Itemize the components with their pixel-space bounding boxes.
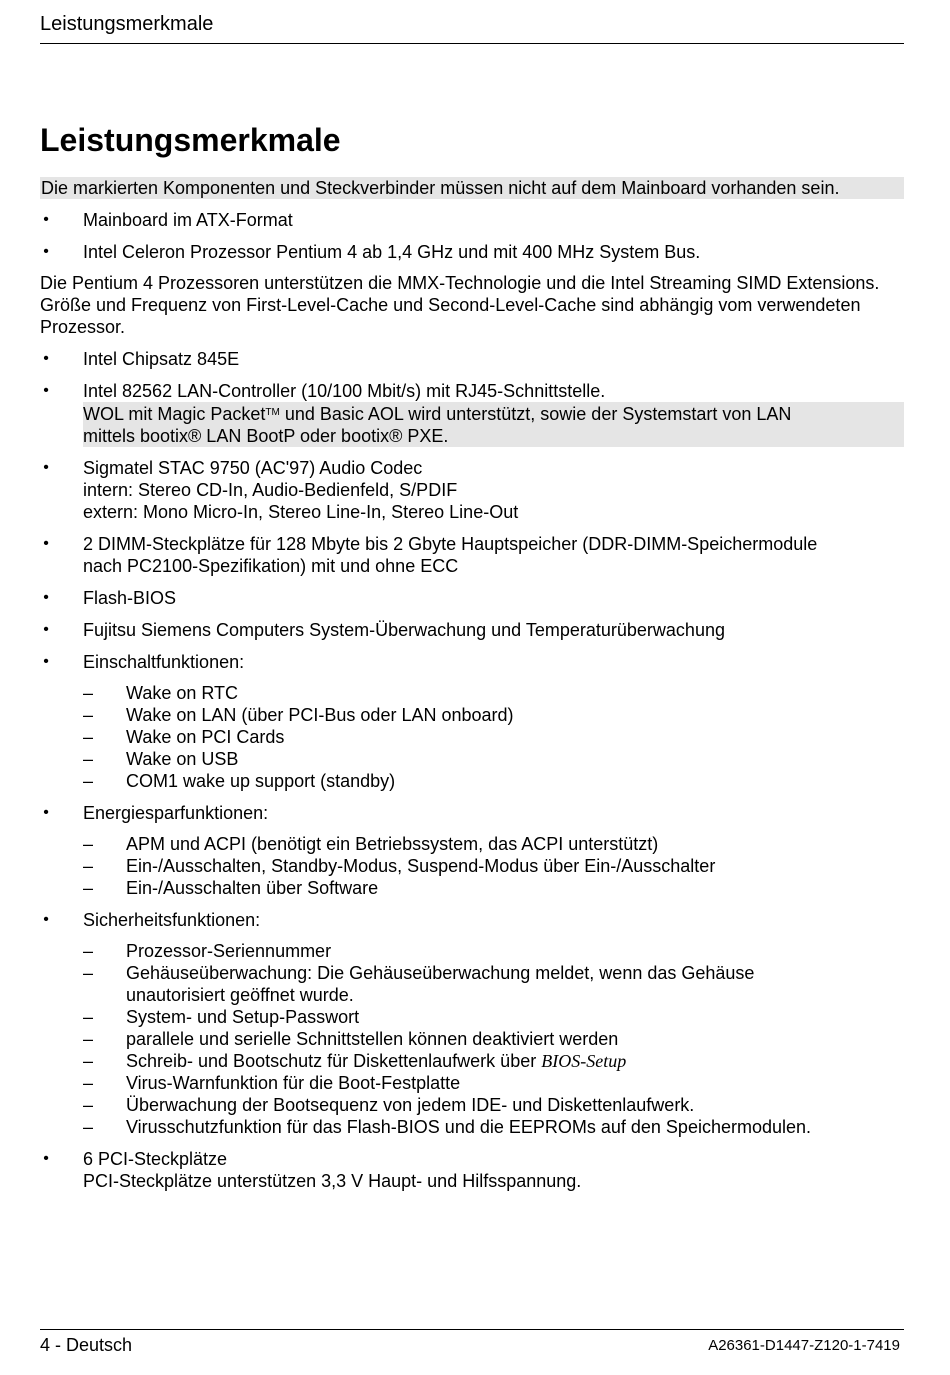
bullet-text: extern: Mono Micro-In, Stereo Line-In, Stereo Line-Out: [83, 502, 519, 522]
bullet-text: Einschaltfunktionen:: [83, 652, 245, 672]
processor-paragraph: Die Pentium 4 Prozessoren unterstützen die MMX-Technologie und die Intel Streaming SIMD Extensions. Größe und Frequenz von First-Level-Cache und Second-Level-Cache sind abhängig vom verwendeten Prozessor.: [40, 273, 880, 337]
wol-note: [83, 402, 904, 447]
dash-icon: –: [83, 683, 94, 703]
wol-text-pre: WOL mit Magic Packet: [83, 404, 266, 424]
energy-list: [40, 833, 904, 899]
bullet-icon: •: [43, 535, 49, 552]
bullet-icon: •: [43, 1150, 49, 1167]
list-item-text: Ein-/Ausschalten über Software: [126, 878, 379, 898]
dash-icon: –: [83, 705, 94, 725]
dash-icon: –: [83, 727, 94, 747]
dash-icon: –: [83, 1051, 94, 1071]
main-content: [40, 177, 904, 1192]
list-item: [83, 726, 904, 748]
list-item: [83, 1028, 904, 1050]
dash-icon: –: [83, 878, 94, 898]
list-item: [83, 748, 904, 770]
list-item-text: Wake on PCI Cards: [126, 727, 285, 747]
dash-icon: –: [83, 771, 94, 791]
list-item-text: APM und ACPI (benötigt ein Betriebssystem, das ACPI unterstützt): [126, 834, 659, 854]
page-title: Leistungsmerkmale: [40, 122, 341, 158]
list-item-text: Schreib- und Bootschutz für Diskettenlaufwerk über: [126, 1051, 542, 1071]
bullet-icon: •: [43, 211, 49, 228]
list-item: [83, 940, 904, 962]
bullet-text: Sigmatel STAC 9750 (AC'97) Audio Codec: [83, 458, 423, 478]
optional-components-note: Die markierten Komponenten und Steckverbinder müssen nicht auf dem Mainboard vorhanden sein.: [40, 177, 904, 199]
bullet-text: intern: Stereo CD-In, Audio-Bedienfeld, S/PDIF: [83, 480, 458, 500]
bios-setup-term: BIOS-Setup: [541, 1051, 627, 1071]
page-footer: [40, 1334, 904, 1358]
list-item-text: Gehäuseüberwachung: Die Gehäuseüberwachung meldet, wenn das Gehäuse: [126, 963, 755, 983]
trademark-mark: TM: [265, 407, 280, 418]
list-item-text: unautorisiert geöffnet wurde.: [126, 985, 354, 1005]
bullet-icon: •: [43, 621, 49, 638]
list-item: [83, 704, 904, 726]
document-page: [40, 0, 904, 1375]
bullet-item-energy: [40, 802, 904, 824]
bullet-icon: •: [43, 911, 49, 928]
bullet-text: PCI-Steckplätze unterstützen 3,3 V Haupt- und Hilfsspannung.: [83, 1171, 582, 1191]
dash-icon: –: [83, 856, 94, 876]
bullet-icon: •: [43, 243, 49, 260]
document-id: A26361-D1447-Z120-1-7419: [708, 1337, 900, 1354]
wol-text-post: und Basic AOL wird unterstützt, sowie der Systemstart von LAN: [279, 404, 792, 424]
bullet-icon: •: [43, 459, 49, 476]
power-on-list: [40, 682, 904, 792]
dash-icon: –: [83, 749, 94, 769]
bullet-item-security: [40, 909, 904, 931]
dash-icon: –: [83, 1073, 94, 1093]
bullet-text: Energiesparfunktionen:: [83, 803, 269, 823]
list-item-text: Wake on LAN (über PCI-Bus oder LAN onboard): [126, 705, 514, 725]
list-item: [83, 855, 904, 877]
header-rule: [40, 43, 904, 44]
list-item-text: Wake on USB: [126, 749, 239, 769]
bullet-text: Sicherheitsfunktionen:: [83, 910, 261, 930]
bullet-item-pci: [40, 1148, 904, 1192]
list-item: [83, 833, 904, 855]
bullet-item: [40, 348, 904, 370]
bullet-text: nach PC2100-Spezifikation) mit und ohne ECC: [83, 556, 459, 576]
footer-rule: [40, 1329, 904, 1330]
list-item-text: Prozessor-Seriennummer: [126, 941, 332, 961]
bullet-icon: •: [43, 382, 49, 399]
bullet-item: [40, 209, 904, 231]
dash-icon: –: [83, 963, 94, 983]
list-item-text: Wake on RTC: [126, 683, 239, 703]
list-item: [83, 682, 904, 704]
bullet-text: Intel 82562 LAN-Controller (10/100 Mbit/s) mit RJ45-Schnittstelle.: [83, 381, 606, 401]
dash-icon: –: [83, 1117, 94, 1137]
list-item-text: parallele und serielle Schnittstellen können deaktiviert werden: [126, 1029, 619, 1049]
bullet-icon: •: [43, 653, 49, 670]
list-item-text: Überwachung der Bootsequenz von jedem IDE- und Diskettenlaufwerk.: [126, 1095, 695, 1115]
bullet-icon: •: [43, 589, 49, 606]
bullet-text: Fujitsu Siemens Computers System-Überwachung und Temperaturüberwachung: [83, 620, 725, 640]
bullet-item-power-on: [40, 651, 904, 673]
security-list: [40, 940, 904, 1138]
running-header: Leistungsmerkmale: [40, 13, 214, 35]
page-number: 4 - Deutsch: [40, 1335, 133, 1355]
dash-icon: –: [83, 1029, 94, 1049]
bullet-text: Intel Chipsatz 845E: [83, 349, 240, 369]
bullet-text: 6 PCI-Steckplätze: [83, 1149, 228, 1169]
list-item: [83, 1094, 904, 1116]
list-item: [83, 877, 904, 899]
bullet-item-audio: [40, 457, 904, 523]
bullet-item: [40, 241, 904, 263]
bullet-icon: •: [43, 804, 49, 821]
list-item-text: Virus-Warnfunktion für die Boot-Festplatte: [126, 1073, 461, 1093]
bullet-text: Intel Celeron Prozessor Pentium 4 ab 1,4 GHz und mit 400 MHz System Bus.: [83, 242, 701, 262]
bullet-text: Flash-BIOS: [83, 588, 177, 608]
bullet-item-lan: [40, 380, 904, 447]
dash-icon: –: [83, 1007, 94, 1027]
list-item: [83, 770, 904, 792]
dash-icon: –: [83, 1095, 94, 1115]
bullet-icon: •: [43, 350, 49, 367]
list-item: [83, 1050, 904, 1072]
list-item-text: System- und Setup-Passwort: [126, 1007, 360, 1027]
list-item-text: Virusschutzfunktion für das Flash-BIOS und die EEPROMs auf den Speichermodulen.: [126, 1117, 812, 1137]
bullet-item: [40, 619, 904, 641]
list-item-text: Ein-/Ausschalten, Standby-Modus, Suspend-Modus über Ein-/Ausschalter: [126, 856, 716, 876]
dash-icon: –: [83, 834, 94, 854]
dash-icon: –: [83, 941, 94, 961]
list-item: [83, 1006, 904, 1028]
bullet-item-memory: [40, 533, 904, 577]
list-item: [83, 1116, 904, 1138]
wol-text-line2: mittels bootix® LAN BootP oder bootix® PXE.: [83, 426, 449, 446]
bullet-text: 2 DIMM-Steckplätze für 128 Mbyte bis 2 Gbyte Hauptspeicher (DDR-DIMM-Speichermodule: [83, 534, 818, 554]
bullet-text: Mainboard im ATX-Format: [83, 210, 293, 230]
bullet-item: [40, 587, 904, 609]
list-item: [83, 962, 904, 1006]
list-item-text: COM1 wake up support (standby): [126, 771, 396, 791]
list-item: [83, 1072, 904, 1094]
